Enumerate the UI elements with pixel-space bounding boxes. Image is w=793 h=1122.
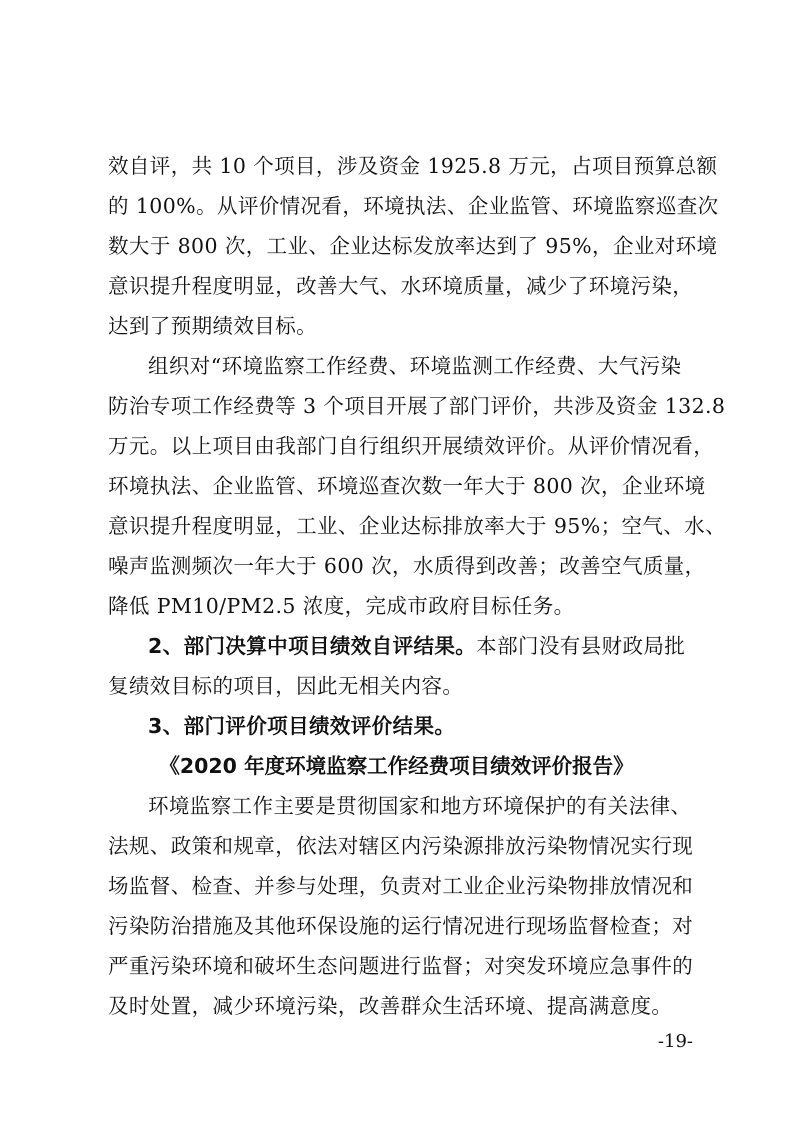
page-number: -19- [657,1031,693,1052]
text-line: 法规、政策和规章，依法对辖区内污染源排放污染物情况实行现 [108,834,694,858]
text-line: 严重污染环境和破坏生态问题进行监督；对突发环境应急事件的 [108,954,694,978]
text-line: 的 100%。从评价情况看，环境执法、企业监管、环境监察巡查次 [108,194,719,218]
text-line: 效自评，共 10 个项目，涉及资金 1925.8 万元，占项目预算总额 [108,154,718,178]
text-line: 及时处置，减少环境污染，改善群众生活环境、提高满意度。 [108,994,673,1018]
text-line: 万元。以上项目由我部门自行组织开展绩效评价。从评价情况看， [108,434,715,458]
text-line: 意识提升程度明显，工业、企业达标排放率大于 95%；空气、水、 [108,514,726,538]
text-line: 污染防治措施及其他环保设施的运行情况进行现场监督检查；对 [108,914,694,938]
text-line: 复绩效目标的项目，因此无相关内容。 [108,674,464,698]
section-3-heading: 3、部门评价项目绩效评价结果。 [148,714,456,738]
text-line: 防治专项工作经费等 3 个项目开展了部门评价，共涉及资金 132.8 [108,394,726,418]
text-line: 数大于 800 次，工业、企业达标发放率达到了 95%，企业对环境 [108,234,718,258]
section-2-text: 本部门没有县财政局批 [476,634,686,658]
text-line: 降低 PM10/PM2.5 浓度，完成市政府目标任务。 [108,594,575,618]
text-line: 环境执法、企业监管、环境巡查次数一年大于 800 次，企业环境 [108,474,706,498]
report-title: 《2020 年度环境监察工作经费项目绩效评价报告》 [159,754,634,778]
text-line: 噪声监测频次一年大于 600 次，水质得到改善；改善空气质量， [108,554,706,578]
text-line: 意识提升程度明显，改善大气、水环境质量，减少了环境污染， [108,274,694,298]
text-line: 组织对“环境监察工作经费、环境监测工作经费、大气污染 [148,354,682,378]
section-2-line [148,632,685,660]
section-2-heading: 2、部门决算中项目绩效自评结果。 [148,634,477,658]
text-line: 环境监察工作主要是贯彻国家和地方环境保护的有关法律、 [148,794,692,818]
text-line: 达到了预期绩效目标。 [108,314,317,338]
text-line: 场监督、检查、并参与处理，负责对工业企业污染物排放情况和 [108,874,694,898]
